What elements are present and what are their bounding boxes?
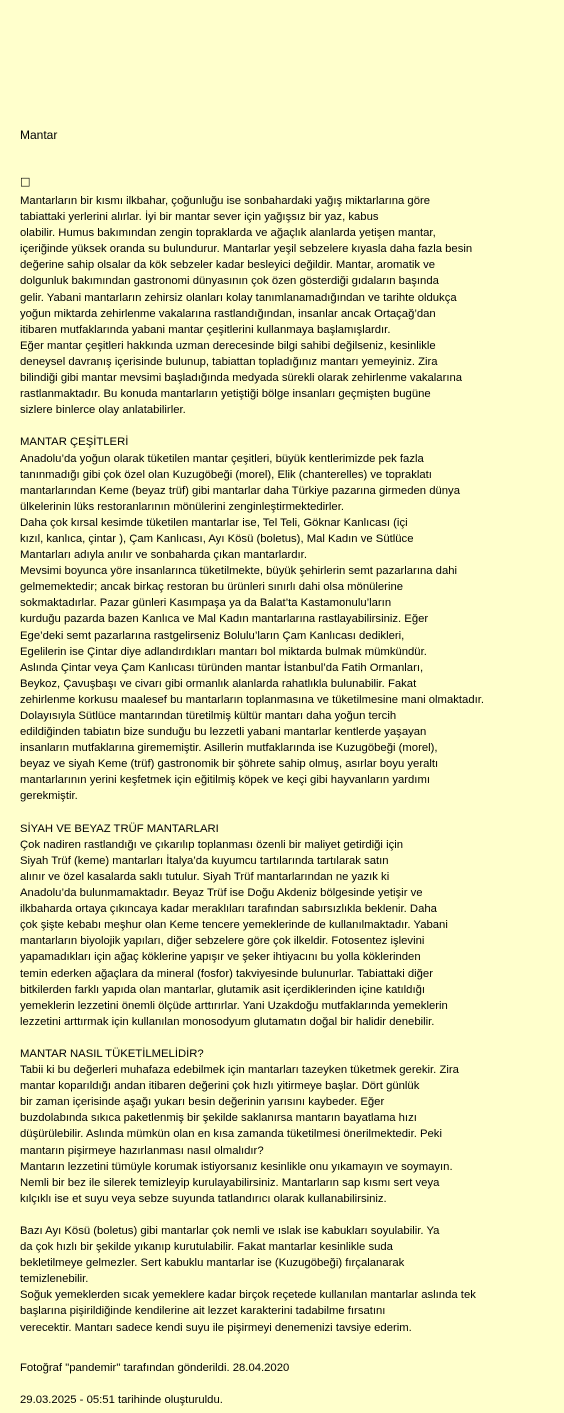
text-line: bitkilerden farklı yapıda olan mantarlar, glutamik asit içerdiklerinden içine katıldığı bbox=[20, 983, 426, 996]
text-line: itibaren mutfaklarında yabani mantar çeşitlerini kullanmaya başlamışlardır. bbox=[20, 323, 391, 336]
text-line: düşürülebilir. Aslında mümkün olan en kısa zamanda tüketilmesi önerilmektedir. Peki bbox=[20, 1128, 442, 1141]
created-timestamp: 29.03.2025 - 05:51 tarihinde oluşturuldu. bbox=[20, 1394, 223, 1406]
text-line: mantarların biyolojik yapıları, diğer sebzelere göre çok ilkeldir. Fotosentez işlevini bbox=[20, 935, 425, 948]
text-line: Egelilerin ise Çintar diye adlandırdıkları mantarı bol miktarda bulmak mümkündür. bbox=[20, 645, 427, 658]
text-line: değerine sahip olsalar da kök sebzeler kadar besleyici değildir. Mantar, aromatik ve bbox=[20, 259, 436, 272]
text-line: MANTAR NASIL TÜKETİLMELİDİR? bbox=[20, 1047, 204, 1060]
text-line: lezzetini arttırmak için kullanılan monosodyum glutamatın doğal bir halidir denebilir. bbox=[20, 1015, 435, 1028]
text-line: Soğuk yemeklerden sıcak yemeklere kadar birçok reçetede kullanılan mantarlar aslında tek bbox=[20, 1289, 476, 1302]
text-line: sokmaktadırlar. Pazar günleri Kasımpaşa ya da Balat’ta Kastamonulu’ların bbox=[20, 597, 392, 610]
text-line: bilindiği gibi mantar mevsimi başladığında medyada sürekli olarak zehirlenme vakalarına bbox=[20, 372, 463, 385]
text-line: olabilir. Humus bakımından zengin topraklarda ve ağaçlık alanlarda yetişen mantar, bbox=[20, 227, 436, 240]
text-line: Mantarların bir kısmı ilkbahar, çoğunluğu ise sonbahardaki yağış miktarlarına göre bbox=[20, 195, 431, 207]
text-line: bekletilmeye gelmezler. Sert kabuklu mantarlar ise (Kuzugöbeği) fırçalanarak bbox=[20, 1257, 405, 1270]
text-line: Aslında Çintar veya Çam Kanlıcası türünden mantar İstanbul’da Fatih Ormanları, bbox=[20, 661, 424, 674]
text-line: tabiattaki yerlerini alırlar. İyi bir mantar sever için yağışsız bir yaz, kabus bbox=[20, 211, 379, 224]
text-line: rastlanmaktadır. Bu konuda mantarların yetiştiği bölge insanları geçmişten bugüne bbox=[20, 388, 431, 401]
text-line: deneysel davranış içerisinde bulunup, tabiattan topladığınız mantarı yemeyiniz. Zira bbox=[20, 355, 438, 368]
text-line: kurduğu pazarda bazen Kanlıca ve Mal Kadın mantarlarına rastlayabilirsiniz. Eğer bbox=[20, 613, 429, 626]
text-line: Mantarları adıyla anılır ve sonbaharda çıkan mantarlardır. bbox=[20, 549, 307, 562]
text-line: Mevsimi boyunca yöre insanlarınca tüketilmekte, büyük şehirlerin semt pazarlarına dahi bbox=[20, 565, 458, 578]
text-line: SİYAH VE BEYAZ TRÜF MANTARLARI bbox=[20, 822, 219, 835]
text-line: gelir. Yabani mantarların zehirsiz olanları kolay tanımlanamadığından ve tarihte oldukça bbox=[20, 291, 457, 304]
text-line: Anadolu’da yoğun olarak tüketilen mantar çeşitleri, büyük kentlerimizde pek fazla bbox=[20, 452, 424, 465]
text-line: sizlere binlerce olay anlatabilirler. bbox=[20, 404, 186, 417]
text-line: yemeklerin lezzetini önemli ölçüde arttırırlar. Yani Uzakdoğu mutfaklarında yemeklerin bbox=[20, 999, 448, 1012]
text-line: Dolayısıyla Sütlüce mantarından türetilmiş kültür mantarı daha yoğun tercih bbox=[20, 710, 397, 722]
text-line: temin ederken ağaçlara da mineral (fosfor) takviyesinde bulunurlar. Tabiattaki diğer bbox=[20, 967, 433, 980]
text-line: Siyah Trüf (keme) mantarları İtalya’da kuyumcu tartılarında tartılarak satın bbox=[20, 854, 389, 867]
text-line: alınır ve özel kasalarda saklı tutulur. Siyah Trüf mantarlarından ne yazık ki bbox=[20, 870, 390, 883]
text-line: dolgunluk bakımından gastronomi dünyasının çok özen gösterdiği gıdaların başında bbox=[20, 275, 439, 288]
text-line: mantarlarının yerini keşfetmek için eğitilmiş köpek ve keçi gibi hayvanların yardımı bbox=[20, 774, 430, 787]
text-line: bir zaman içerisinde aşağı yukarı besin değerinin yarısını kaybeder. Eğer bbox=[20, 1096, 385, 1109]
text-line: MANTAR ÇEŞİTLERİ bbox=[20, 436, 129, 449]
missing-image-icon: □ bbox=[20, 175, 31, 188]
page-title: Mantar bbox=[20, 128, 58, 142]
text-line: buzdolabında sıkıca paketlenmiş bir şekilde saklanırsa mantarın bayatlama hızı bbox=[20, 1112, 417, 1125]
text-line: yapamadıkları için ağaç köklerine yapışır ve şeker ihtiyacını bu yolla köklerinden bbox=[20, 951, 421, 964]
text-line: ülkelerinin lüks restoranlarının mönülerini zenginleştirmektedirler. bbox=[20, 500, 344, 513]
article-section bbox=[20, 821, 564, 1030]
text-line: da çok hızlı bir şekilde yıkanıp kurutulabilir. Fakat mantarlar kesinlikle suda bbox=[20, 1241, 393, 1254]
text-line: Çok nadiren rastlandığı ve çıkarılıp toplanması özenli bir maliyet getirdiği için bbox=[20, 838, 404, 851]
text-line: tanınmadığı gibi çok özel olan Kuzugöbeği (morel), Elik (chanterelles) ve topraklatı bbox=[20, 468, 432, 481]
text-line: yoğun miktarda zehirlenme vakalarına rastlandığından, insanlar ancak Ortaçağ’dan bbox=[20, 307, 436, 320]
section-spacer bbox=[20, 805, 564, 821]
text-line: Tabii ki bu değerleri muhafaza edebilmek için mantarları tazeyken tüketmek gerekir. Zira bbox=[20, 1064, 459, 1077]
text-line: başlarına pişirildiğinde kendilerine ait lezzet karakterini tadabilme fırsatını bbox=[20, 1305, 386, 1318]
text-line: kılçıklı ise et suyu veya sebze suyunda tatlandırıcı olarak kullanabilirsiniz. bbox=[20, 1192, 387, 1205]
text-line: gelmemektedir; ancak birkaç restoran bu ürünleri sınırlı dahi olsa mönülerine bbox=[20, 581, 404, 594]
photo-credit: Fotoğraf "pandemir" tarafından gönderildi. 28.04.2020 bbox=[20, 1362, 290, 1374]
article-section bbox=[20, 434, 564, 804]
text-line: verecektir. Mantarı sadece kendi suyu ile pişirmeyi denemenizi tavsiye ederim. bbox=[20, 1321, 412, 1334]
text-line: mantarın pişirmeye hazırlanması nasıl olmalıdır? bbox=[20, 1144, 264, 1157]
section-spacer bbox=[20, 1030, 564, 1046]
text-line: Eğer mantar çeşitleri hakkında uzman derecesinde bilgi sahibi değilseniz, kesinlikle bbox=[20, 339, 436, 352]
text-line: mantarlarından Keme (beyaz trüf) gibi mantarlar daha Türkiye pazarına girmeden dünya bbox=[20, 484, 460, 497]
text-line: Daha çok kırsal kesimde tüketilen mantarlar ise, Tel Teli, Göknar Kanlıcası (içi bbox=[20, 516, 408, 529]
article-section bbox=[20, 1046, 564, 1207]
text-line: ilkbaharda ortaya çıkıncaya kadar meraklıları tarafından sabırsızlıkla beklenir. Daha bbox=[20, 903, 437, 916]
text-line: kızıl, kanlıca, çintar ), Çam Kanlıcası, Ayı Kösü (boletus), Mal Kadın ve Sütlüce bbox=[20, 532, 414, 545]
text-line: içeriğinde yüksek oranda su bulundurur. Mantarlar yeşil sebzelere kıyasla daha fazla besin bbox=[20, 243, 473, 256]
section-spacer bbox=[20, 1207, 564, 1223]
text-line: Anadolu’da bulunmamaktadır. Beyaz Trüf ise Doğu Akdeniz bölgesinde yetişir ve bbox=[20, 887, 423, 900]
text-line: gerekmiştir. bbox=[20, 790, 78, 803]
text-line: Beykoz, Çavuşbaşı ve civarı gibi ormanlık alanlarda rahatlıkla bulunabilir. Fakat bbox=[20, 677, 417, 690]
text-line: çok şişte kebabı meşhur olan Keme tencere yemeklerinde de kullanılmaktadır. Yabani bbox=[20, 919, 448, 932]
text-line: beyaz ve siyah Keme (trüf) gastronomik bir şöhrete sahip olmuş, asırlar boyu yeraltı bbox=[20, 758, 439, 771]
text-line: insanların mutfaklarına girememiştir. Asillerin mutfaklarında ise Kuzugöbeği (morel), bbox=[20, 742, 438, 755]
text-line: mantar koparıldığı andan itibaren değerini çok hızlı yitirmeye başlar. Dört günlük bbox=[20, 1080, 420, 1093]
article-body bbox=[20, 193, 564, 1336]
text-line: edildiğinden tabiatın bize sunduğu bu lezzetli yabani mantarlar kentlerde yaşayan bbox=[20, 726, 427, 739]
article-section bbox=[20, 1223, 564, 1336]
text-line: Ege’deki semt pazarlarına rastgelirseniz Bolulu’ların Çam Kanlıcası dedikleri, bbox=[20, 629, 405, 642]
text-line: zehirlenme korkusu maalesef bu mantarların toplanmasına ve tüketilmesine mani olmaktadır. bbox=[20, 693, 485, 706]
text-line: Bazı Ayı Kösü (boletus) gibi mantarlar çok nemli ve ıslak ise kabukları soyulabilir. Ya bbox=[20, 1225, 440, 1237]
text-line: temizlenebilir. bbox=[20, 1273, 89, 1286]
text-line: Nemli bir bez ile silerek temizleyip kurulayabilirsiniz. Mantarların sap kısmı sert veya bbox=[20, 1176, 440, 1189]
section-spacer bbox=[20, 418, 564, 434]
text-line: Mantarın lezzetini tümüyle korumak istiyorsanız kesinlikle onu yıkamayın ve soymayın. bbox=[20, 1160, 453, 1173]
article-section bbox=[20, 193, 564, 418]
